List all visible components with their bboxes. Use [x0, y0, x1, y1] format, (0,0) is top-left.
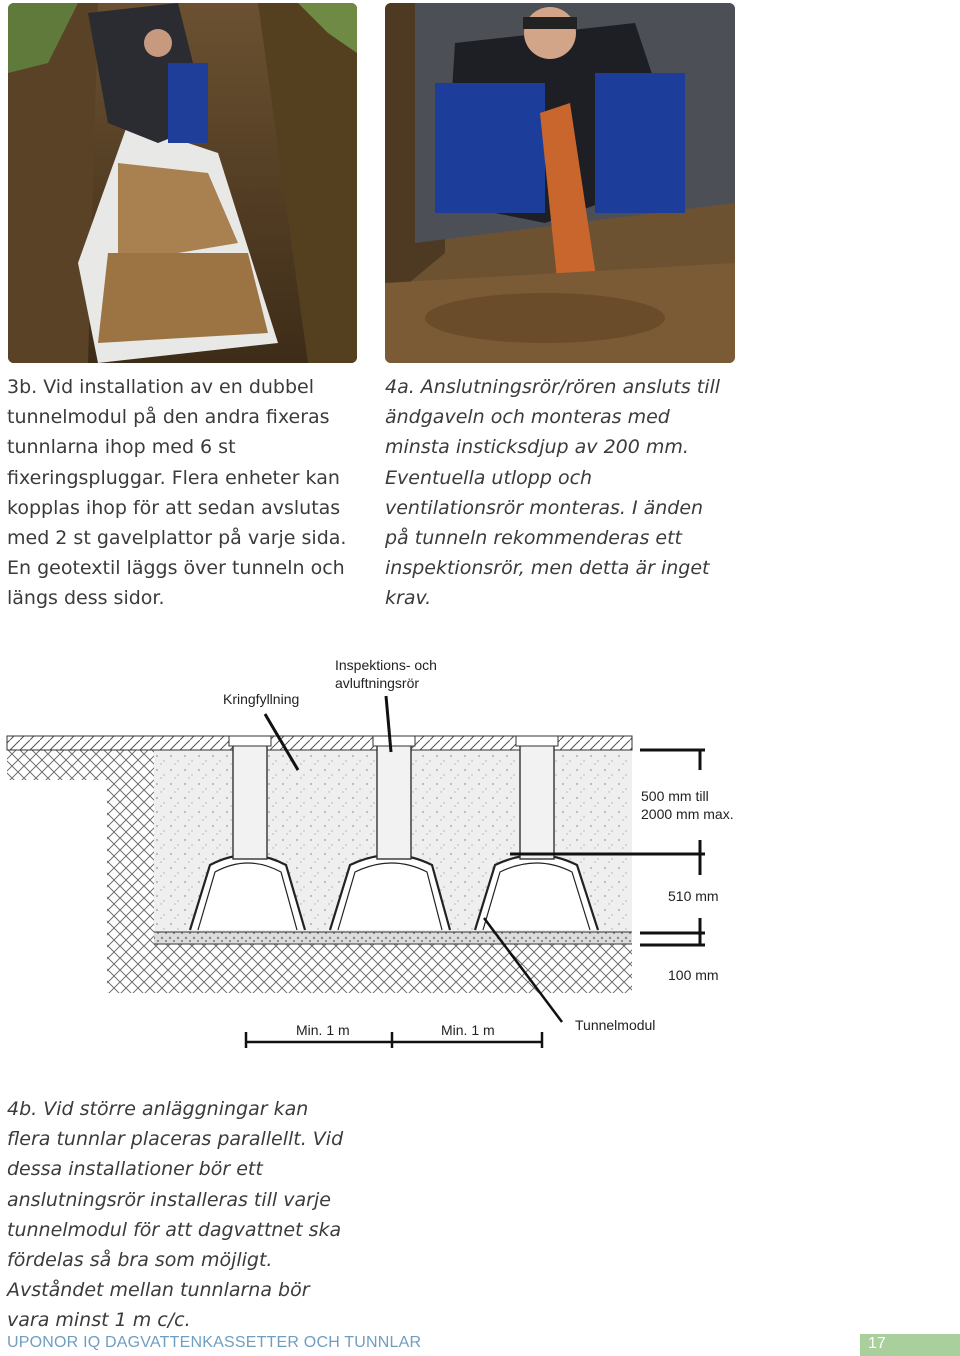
gravel-base: [154, 932, 632, 944]
label-cover-line2: 2000 mm max.: [641, 806, 734, 822]
caption-4b: 4b. Vid större anläggningar kan flera tunnlar placeras parallellt. Vid dessa installationer bör ett anslutningsrör installeras till varje tunnelmodul för att dagvattnet ska fördelas så bra som möjligt. Avståndet mellan tunnlarna bör vara minst 1 m c/c.: [7, 1098, 344, 1332]
label-spacing-2: Min. 1 m: [441, 1022, 495, 1038]
label-module: Tunnelmodul: [575, 1017, 656, 1033]
label-spacing-1: Min. 1 m: [296, 1022, 350, 1038]
trench-geotextile-photo: [8, 3, 357, 363]
label-inspection-line1: Inspektions- och: [335, 657, 437, 673]
parallel-tunnels-diagram: [0, 640, 960, 1060]
caption-4a: 4a. Anslutningsrör/rören ansluts till ändgaveln och monteras med minsta insticksdjup av 200 mm. Eventuella utlopp och ventilationsrör monteras. I änden på tunneln rekommenderas ett inspektionsrör, men detta är inget krav.: [385, 376, 721, 610]
label-base: 100 mm: [668, 967, 719, 983]
label-inspection-line2: avluftningsrör: [335, 675, 420, 691]
label-cover-line1: 500 mm till: [641, 788, 709, 804]
page-number: 17: [868, 1335, 886, 1352]
spacing-dimension: [246, 1032, 542, 1048]
pipe-installation-photo: [385, 3, 735, 363]
caption-3b: 3b. Vid installation av en dubbel tunnelmodul på den andra fixeras tunnlarna ihop med 6 st fixeringspluggar. Flera enheter kan kopplas ihop för att sedan avslutas med 2 st gavelplattor på varje sida. En geotextil läggs över tunneln och längs dess sidor.: [7, 376, 347, 610]
label-backfill: Kringfyllning: [223, 691, 300, 707]
label-height: 510 mm: [668, 888, 719, 904]
footer-title: UPONOR IQ DAGVATTENKASSETTER OCH TUNNLAR: [7, 1334, 422, 1351]
